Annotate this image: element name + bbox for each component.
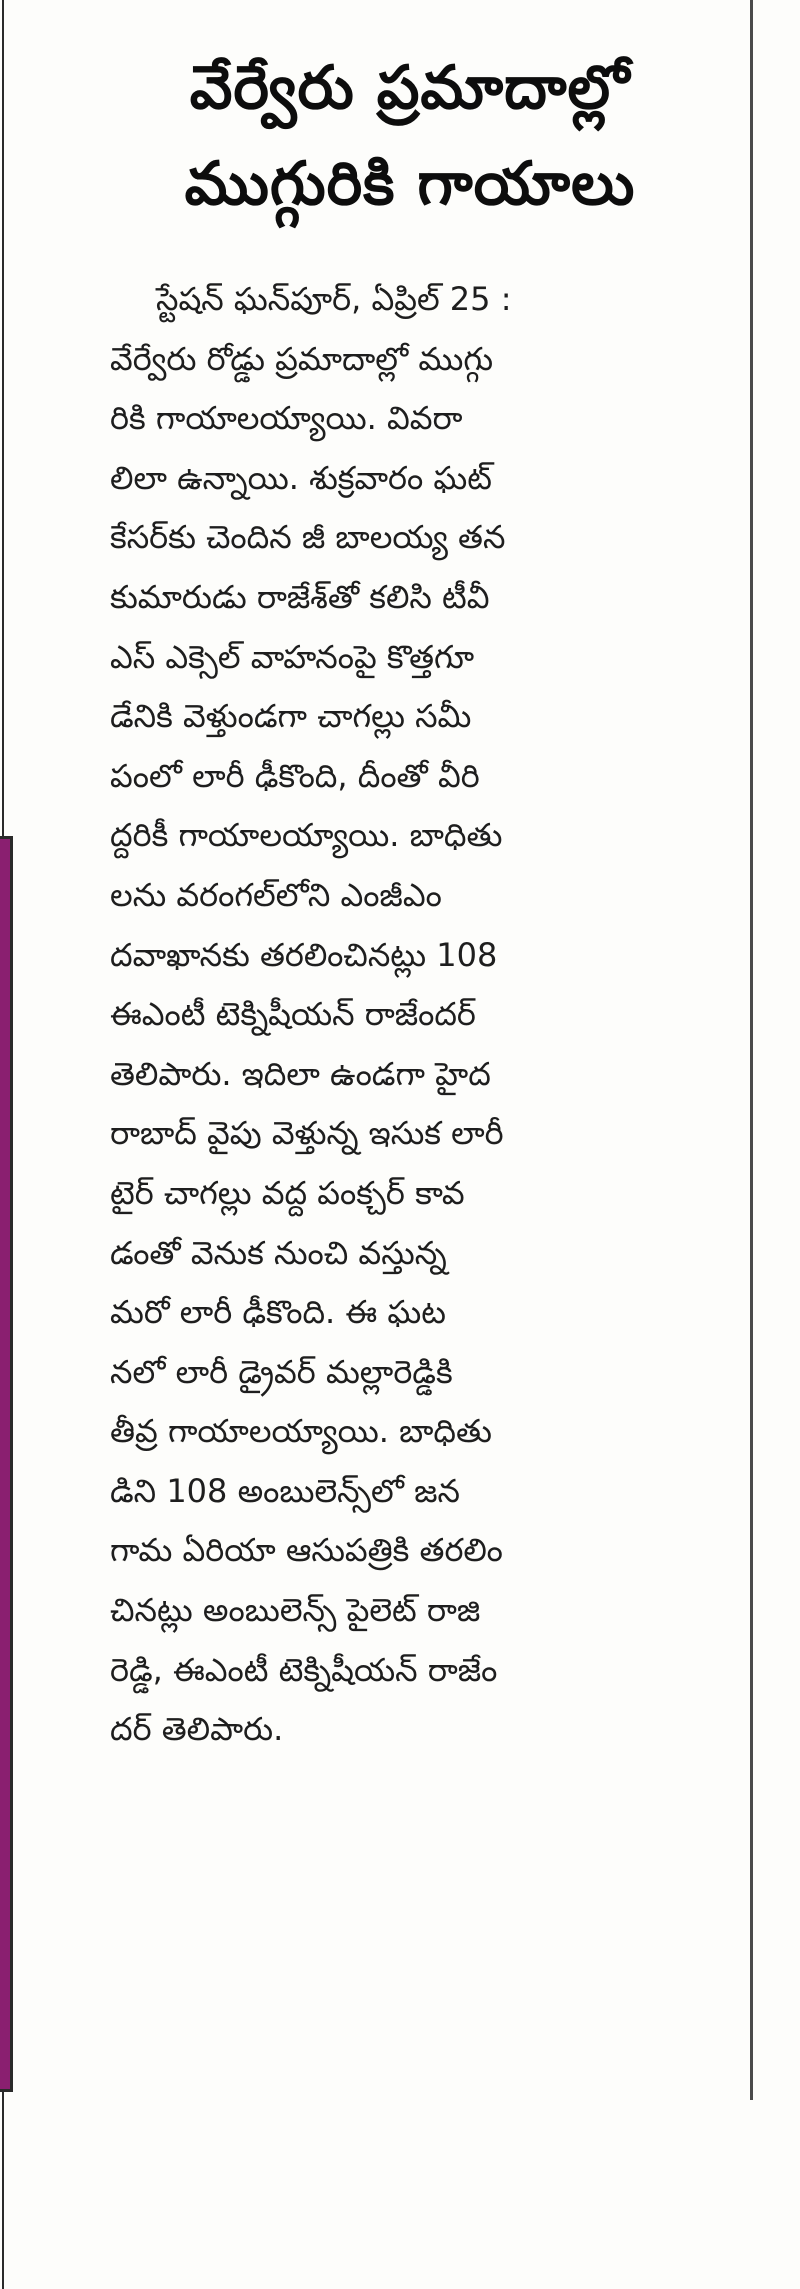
- body-line: రాబాద్ వైపు వెళ్తున్న ఇసుక లారీ: [110, 1114, 504, 1153]
- adjacent-article-border: [0, 836, 13, 2092]
- body-line: వేర్వేరు రోడ్డు ప్రమాదాల్లో ముగ్గు: [110, 339, 494, 378]
- headline-line: వేర్వేరు ప్రమాదాల్లో: [189, 53, 631, 123]
- body-line: కుమారుడు రాజేశ్‌తో కలిసి టీవీ: [110, 577, 490, 616]
- body-line: తెలిపారు. ఇదిలా ఉండగా హైద: [110, 1054, 491, 1093]
- body-line: గామ ఏరియా ఆసుపత్రికి తరలిం: [110, 1531, 503, 1570]
- body-line: లను వరంగల్‌లోని ఎంజీఎం: [110, 875, 442, 914]
- body-line: పంలో లారీ ఢీకొంది, దీంతో వీరి: [110, 756, 480, 795]
- news-article: [110, 40, 710, 1760]
- body-line: లిలా ఉన్నాయి. శుక్రవారం ఘట్: [110, 458, 492, 497]
- body-line: కేసర్‌కు చెందిన జీ బాలయ్య తన: [110, 518, 506, 557]
- dateline: స్టేషన్ ఘన్‌పూర్, ఏప్రిల్ 25 :: [156, 280, 512, 318]
- body-line: డిని 108 అంబులెన్స్‌లో జన: [110, 1471, 460, 1510]
- article-body: [110, 270, 710, 1760]
- body-line: రికి గాయాలయ్యాయి. వివరా: [110, 399, 463, 438]
- body-line: దవాఖానకు తరలించినట్లు 108: [110, 935, 498, 974]
- body-line: టైర్ చాగల్లు వద్ద పంక్చర్ కావ: [110, 1173, 465, 1212]
- body-line: తీవ్ర గాయాలయ్యాయి. బాధితు: [110, 1412, 492, 1451]
- article-headline: [110, 40, 710, 232]
- body-line: ద్దరికీ గాయాలయ్యాయి. బాధితు: [110, 816, 503, 855]
- body-line: డేనికి వెళ్తుండగా చాగల్లు సమీ: [110, 697, 472, 736]
- body-line: ఎస్ ఎక్సెల్ వాహనంపై కొత్తగూ: [110, 637, 475, 676]
- body-line: డంతో వెనుక నుంచి వస్తున్న: [110, 1233, 447, 1272]
- body-line: దర్ తెలిపారు.: [110, 1710, 284, 1749]
- headline-line: ముగ్గురికి గాయాలు: [184, 149, 636, 219]
- body-line: మరో లారీ ఢీకొంది. ఈ ఘట: [110, 1293, 446, 1332]
- body-line: ఈఎంటీ టెక్నిషీయన్ రాజేందర్: [110, 995, 476, 1034]
- right-column-rule: [750, 0, 753, 2100]
- body-line: రెడ్డి, ఈఎంటీ టెక్నిషీయన్ రాజేం: [110, 1650, 498, 1689]
- body-line: చినట్లు అంబులెన్స్ పైలెట్ రాజి: [110, 1591, 481, 1630]
- body-line: నలో లారీ డ్రైవర్ మల్లారెడ్డికి: [110, 1352, 453, 1391]
